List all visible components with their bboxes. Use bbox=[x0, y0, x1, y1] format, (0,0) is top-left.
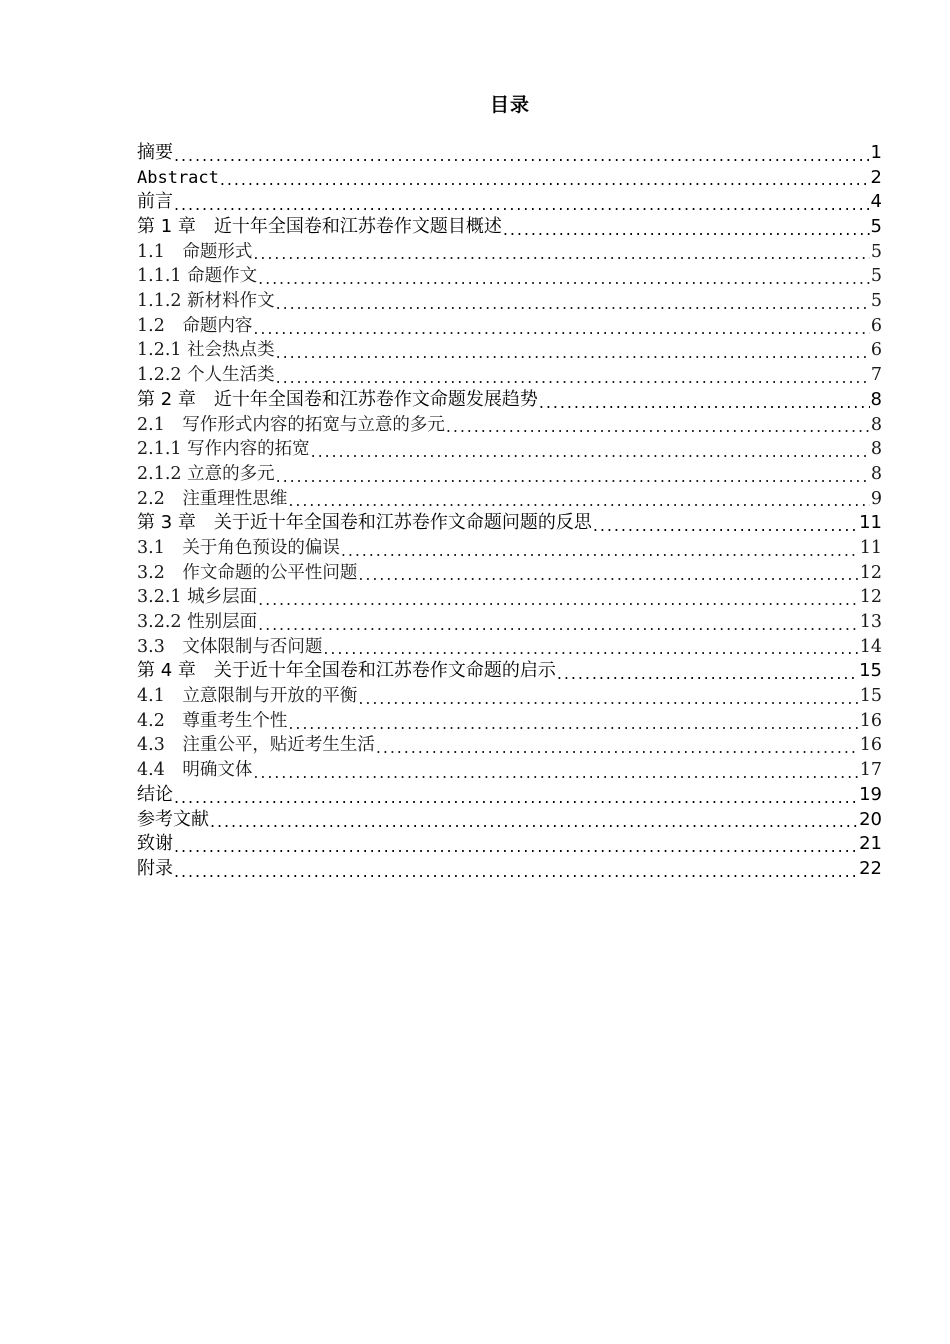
toc-title: 目录 bbox=[489, 94, 530, 116]
toc-dot-leader bbox=[322, 639, 858, 659]
toc-entry[interactable] bbox=[137, 264, 882, 289]
toc-dot-leader bbox=[257, 269, 870, 289]
toc-entry[interactable] bbox=[137, 190, 882, 215]
toc-entry-page-number: 8 bbox=[870, 463, 882, 484]
toc-entry[interactable] bbox=[137, 314, 882, 339]
toc-entry-page-number: 15 bbox=[859, 660, 882, 682]
toc-entry[interactable] bbox=[137, 536, 882, 561]
toc-dot-leader bbox=[173, 862, 858, 882]
toc-dot-leader bbox=[173, 195, 870, 215]
toc-entry-page-number: 13 bbox=[859, 612, 882, 633]
toc-entry-page-number: 8 bbox=[870, 439, 882, 460]
toc-entry-page-number: 22 bbox=[859, 857, 882, 879]
toc-entry-page-number: 19 bbox=[859, 783, 882, 805]
toc-entry[interactable] bbox=[137, 215, 882, 240]
toc-entry-label: 3.1 关于角色预设的偏误 bbox=[137, 537, 340, 558]
toc-entry-label: 第 1 章 近十年全国卷和江苏卷作文题目概述 bbox=[137, 216, 502, 238]
toc-dot-leader bbox=[257, 615, 859, 635]
toc-entry[interactable] bbox=[137, 758, 882, 783]
toc-entry[interactable] bbox=[137, 808, 882, 833]
toc-entry-page-number: 17 bbox=[859, 760, 882, 781]
toc-dot-leader bbox=[556, 664, 858, 684]
toc-entry-page-number: 16 bbox=[859, 710, 882, 731]
toc-dot-leader bbox=[257, 590, 859, 610]
toc-entry-label: 3.2.2 性别层面 bbox=[137, 612, 258, 633]
toc-dot-leader bbox=[340, 541, 859, 561]
toc-entry[interactable] bbox=[137, 561, 882, 586]
toc-entry[interactable] bbox=[137, 734, 882, 759]
toc-entry-label: 2.1.1 写作内容的拓宽 bbox=[137, 439, 310, 460]
toc-entry[interactable] bbox=[137, 240, 882, 265]
toc-dot-leader bbox=[252, 244, 870, 264]
toc-entry[interactable] bbox=[137, 635, 882, 660]
toc-dot-leader bbox=[275, 368, 870, 388]
toc-entry-page-number: 7 bbox=[870, 365, 882, 386]
toc-dot-leader bbox=[173, 837, 858, 857]
toc-entry-label: 3.3 文体限制与否问题 bbox=[137, 636, 323, 657]
toc-dot-leader bbox=[375, 738, 859, 758]
toc-entry[interactable] bbox=[137, 783, 882, 808]
toc-dot-leader bbox=[357, 689, 858, 709]
toc-entry-page-number: 8 bbox=[870, 414, 882, 435]
toc-dot-leader bbox=[592, 516, 858, 536]
toc-entry[interactable] bbox=[137, 413, 882, 438]
toc-entry-label: 参考文献 bbox=[137, 808, 209, 830]
toc-entry-page-number: 5 bbox=[870, 266, 882, 287]
toc-entry[interactable] bbox=[137, 684, 882, 709]
toc-entry[interactable] bbox=[137, 388, 882, 413]
toc-dot-leader bbox=[173, 146, 870, 166]
toc-entry-label: 2.1.2 立意的多元 bbox=[137, 463, 275, 484]
toc-dot-leader bbox=[209, 812, 858, 832]
toc-entry[interactable] bbox=[137, 511, 882, 536]
toc-entry[interactable] bbox=[137, 610, 882, 635]
toc-entry-label: 1.1 命题形式 bbox=[137, 241, 253, 262]
toc-entry-page-number: 15 bbox=[859, 686, 882, 707]
toc-entry[interactable] bbox=[137, 437, 882, 462]
toc-entry-label: 致谢 bbox=[137, 833, 173, 855]
toc-dot-leader bbox=[275, 467, 870, 487]
toc-entry[interactable] bbox=[137, 363, 882, 388]
toc-entry-page-number: 6 bbox=[870, 340, 882, 361]
toc-entry-label: 结论 bbox=[137, 783, 173, 805]
toc-dot-leader bbox=[173, 788, 858, 808]
toc-entry-label: 4.2 尊重考生个性 bbox=[137, 710, 288, 731]
toc-dot-leader bbox=[445, 417, 870, 437]
toc-entry[interactable] bbox=[137, 339, 882, 364]
toc-entry-page-number: 4 bbox=[870, 191, 882, 213]
toc-entry-page-number: 5 bbox=[870, 241, 882, 262]
toc-entry[interactable] bbox=[137, 462, 882, 487]
toc-entry-label: 摘要 bbox=[137, 141, 173, 163]
toc-entry[interactable] bbox=[137, 289, 882, 314]
toc-entry-label: 第 4 章 关于近十年全国卷和江苏卷作文命题的启示 bbox=[137, 660, 556, 682]
toc-entry-label: 前言 bbox=[137, 191, 173, 213]
toc-entry[interactable] bbox=[137, 857, 882, 882]
toc-dot-leader bbox=[538, 393, 870, 413]
toc-entry-label: 2.2 注重理性思维 bbox=[137, 488, 288, 509]
toc-entry-page-number: 9 bbox=[870, 488, 882, 509]
toc-entry-label: 4.3 注重公平，贴近考生生活 bbox=[137, 735, 375, 756]
toc-entry-page-number: 1 bbox=[870, 141, 882, 163]
toc-entry[interactable] bbox=[137, 832, 882, 857]
toc-entry[interactable] bbox=[137, 487, 882, 512]
toc-entry-label: 4.1 立意限制与开放的平衡 bbox=[137, 686, 358, 707]
toc-entry-label: 4.4 明确文体 bbox=[137, 760, 253, 781]
toc-entry[interactable] bbox=[137, 141, 882, 166]
toc-entry-label: 1.2.1 社会热点类 bbox=[137, 340, 275, 361]
toc-entry-page-number: 12 bbox=[859, 587, 882, 608]
toc-dot-leader bbox=[252, 763, 858, 783]
toc-entry-label: 第 2 章 近十年全国卷和江苏卷作文命题发展趋势 bbox=[137, 388, 538, 410]
toc-dot-leader bbox=[275, 343, 870, 363]
toc-dot-leader bbox=[287, 714, 858, 734]
toc-entry-page-number: 6 bbox=[870, 315, 882, 336]
toc-entry[interactable] bbox=[137, 166, 882, 191]
toc-entry-label: 3.2 作文命题的公平性问题 bbox=[137, 562, 358, 583]
toc-dot-leader bbox=[287, 491, 870, 511]
toc-dot-leader bbox=[357, 565, 858, 585]
toc-entry-label: 1.2 命题内容 bbox=[137, 315, 253, 336]
toc-entry-label: 1.2.2 个人生活类 bbox=[137, 365, 275, 386]
toc-entry-label: 1.1.1 命题作文 bbox=[137, 266, 258, 287]
toc-entry-page-number: 21 bbox=[859, 833, 882, 855]
toc-entry-page-number: 5 bbox=[870, 216, 882, 238]
toc-entry-label: 3.2.1 城乡层面 bbox=[137, 587, 258, 608]
toc-entry[interactable] bbox=[137, 585, 882, 610]
toc-dot-leader bbox=[219, 170, 870, 190]
toc-entry-label: 2.1 写作形式内容的拓宽与立意的多元 bbox=[137, 414, 445, 435]
toc-entry[interactable] bbox=[137, 659, 882, 684]
toc-entry-page-number: 12 bbox=[859, 562, 882, 583]
toc-entry-label: 第 3 章 关于近十年全国卷和江苏卷作文命题问题的反思 bbox=[137, 512, 592, 534]
toc-entry-page-number: 2 bbox=[870, 166, 882, 188]
toc-entry-label: 附录 bbox=[137, 857, 173, 879]
toc-entry-page-number: 11 bbox=[859, 537, 882, 558]
toc-entry-page-number: 16 bbox=[859, 735, 882, 756]
toc-dot-leader bbox=[310, 442, 870, 462]
toc-entry-page-number: 14 bbox=[859, 636, 882, 657]
toc-entry-label: 1.1.2 新材料作文 bbox=[137, 291, 275, 312]
toc-entry-page-number: 11 bbox=[859, 512, 882, 534]
toc-entry-page-number: 20 bbox=[859, 808, 882, 830]
toc-list bbox=[137, 141, 882, 882]
toc-dot-leader bbox=[502, 220, 870, 240]
toc-entry-page-number: 8 bbox=[870, 388, 882, 410]
toc-dot-leader bbox=[252, 319, 870, 339]
toc-entry[interactable] bbox=[137, 709, 882, 734]
toc-entry-page-number: 5 bbox=[870, 291, 882, 312]
toc-entry-label: Abstract bbox=[137, 167, 219, 188]
toc-dot-leader bbox=[275, 294, 870, 314]
